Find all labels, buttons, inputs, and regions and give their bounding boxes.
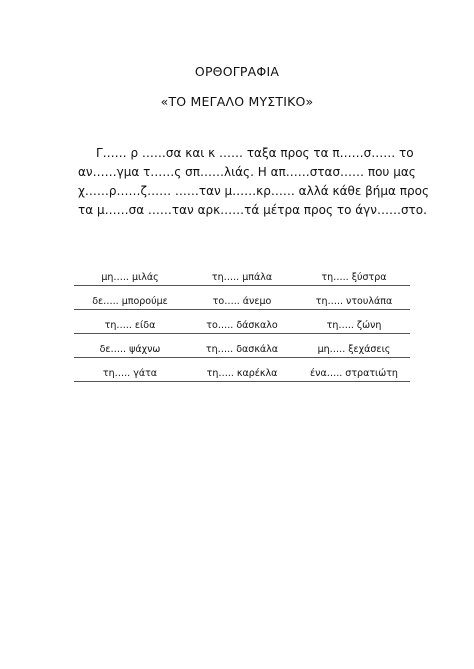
table-cell: τη….. δασκάλα <box>186 334 298 358</box>
paragraph-line: τα μ……σα ……ταν αρκ……τά μέτρα προς το άγν……στο. <box>78 203 427 217</box>
table-cell: το….. άνεμο <box>186 286 298 310</box>
table-row <box>74 262 410 286</box>
table-cell: μη….. ξεχάσεις <box>298 334 410 358</box>
table-cell: τη….. μπάλα <box>186 262 298 286</box>
table-cell: μη….. μιλάς <box>74 262 186 286</box>
table-row <box>74 310 410 334</box>
page-subtitle: «ΤΟ ΜΕΓΑΛΟ ΜΥΣΤΙΚΟ» <box>160 94 314 109</box>
exercise-paragraph <box>78 144 429 220</box>
table-cell: τη….. γάτα <box>74 358 186 382</box>
table-cell: τη….. είδα <box>74 310 186 334</box>
table-cell: τη….. ζώνη <box>298 310 410 334</box>
table-cell: τη….. ντουλάπα <box>298 286 410 310</box>
word-table <box>74 262 410 382</box>
table-row <box>74 334 410 358</box>
paragraph-line: χ……ρ……ζ…… ……ταν μ……κρ…… αλλά κάθε βήμα προς <box>78 184 429 198</box>
table-cell: δε….. μπορούμε <box>74 286 186 310</box>
table-cell: τη….. ξύστρα <box>298 262 410 286</box>
page-title: ΟΡΘΟΓΡΑΦΙΑ <box>194 64 280 79</box>
table-cell: ένα….. στρατιώτη <box>298 358 410 382</box>
table-row <box>74 358 410 382</box>
table-cell: δε….. ψάχνω <box>74 334 186 358</box>
paragraph-line: αν……γμα τ……ς σπ……λιάς. Η απ……στασ…… που μας <box>78 165 416 179</box>
table-row <box>74 286 410 310</box>
table-cell: το….. δάσκαλο <box>186 310 298 334</box>
paragraph-line: Γ…… ρ ……σα και κ …… ταξα προς τα π……σ…… το <box>96 146 414 160</box>
table-cell: τη….. καρέκλα <box>186 358 298 382</box>
